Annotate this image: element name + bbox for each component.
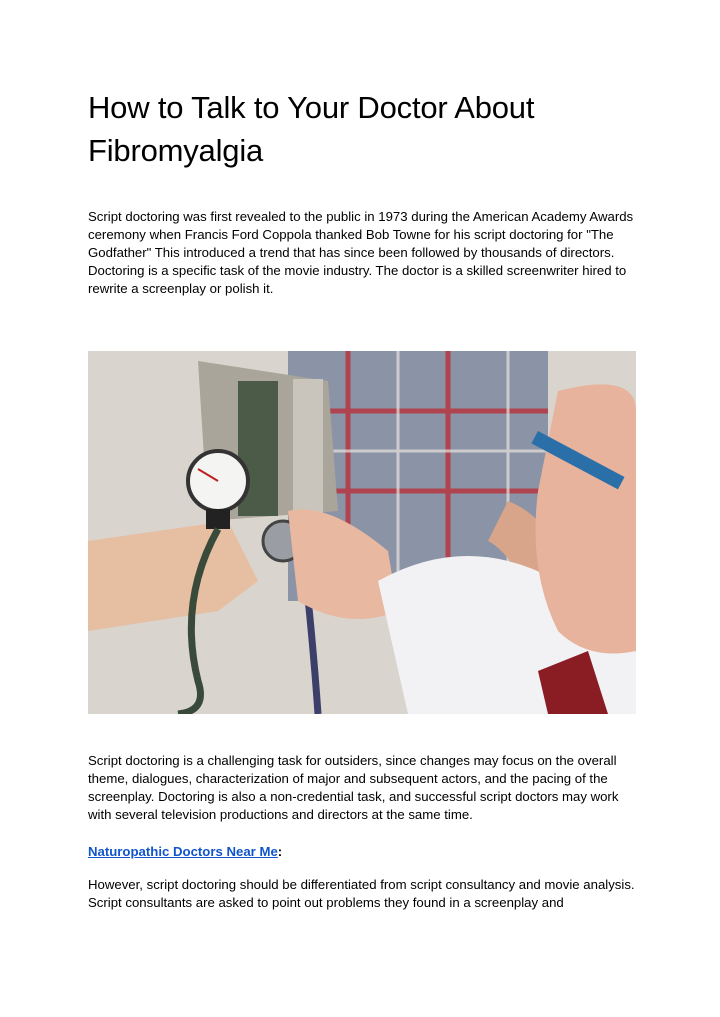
paragraph-intro: Script doctoring was first revealed to the public in 1973 during the American Academy Awards ceremony when Francis Ford Coppola thanked Bob Towne for his script doctoring for "The Godfather" This introduced a trend that has since been followed by thousands of directors. Doctoring is a specific task of the movie industry. The doctor is a skilled screenwriter hired to rewrite a screenplay or polish it. [88, 209, 634, 296]
link-suffix: : [277, 844, 283, 859]
page-title: How to Talk to Your Doctor About Fibromyalgia [88, 90, 535, 168]
blood-pressure-photo [88, 351, 636, 714]
naturopathic-doctors-link[interactable]: Naturopathic Doctors Near Me [88, 844, 278, 859]
paragraph-consultancy: However, script doctoring should be differentiated from script consultancy and movie analysis. Script consultants are asked to point out problems they found in a screenplay and [88, 877, 635, 910]
link-line [88, 843, 282, 861]
paragraph-challenges: Script doctoring is a challenging task for outsiders, since changes may focus on the overall theme, dialogues, characterization of major and subsequent actors, and the pacing of the screenplay. Doctoring is also a non-credential task, and successful script doctors may work with several television productions and directors at the same time. [88, 753, 619, 822]
